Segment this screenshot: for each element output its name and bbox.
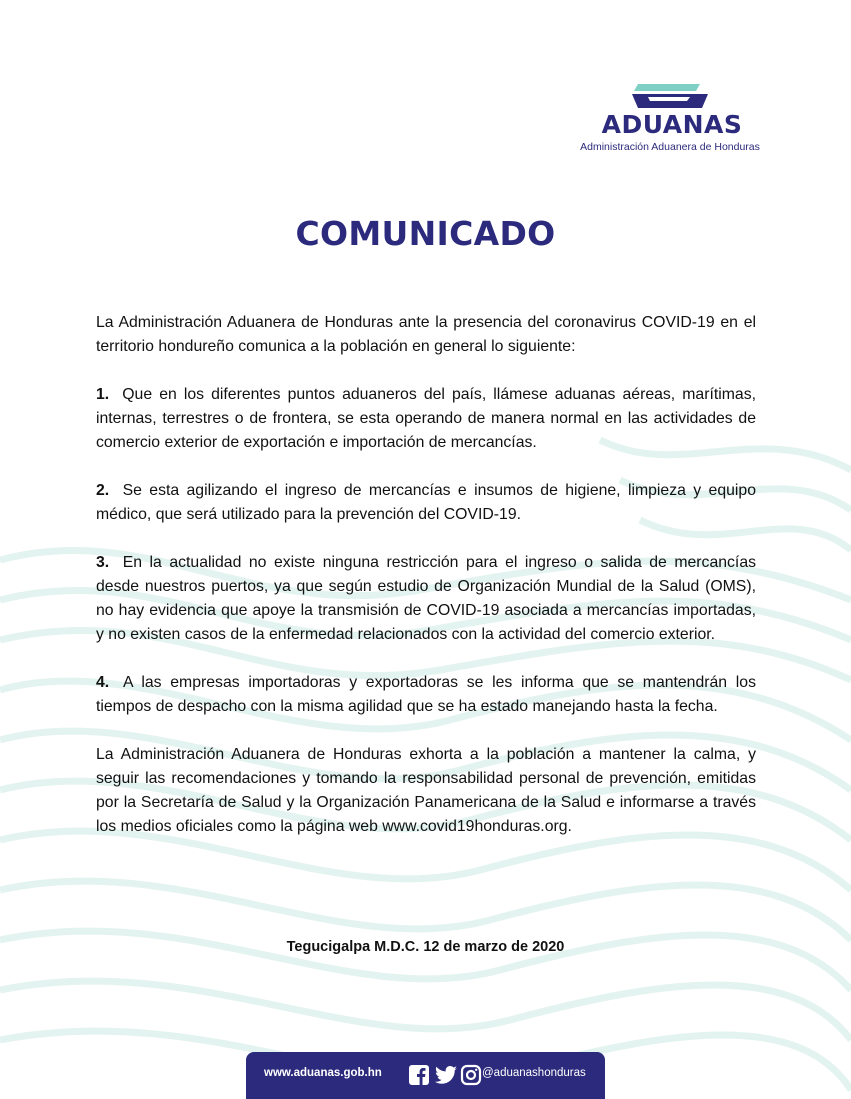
closing-paragraph: La Administración Aduanera de Honduras exhorta a la población a mantener la calma, y seguir las recomendaciones y tomando la responsabilidad personal de prevención, emitidas por la Secretaría de Salud y la Organización Panamericana de la Salud e informarse a través los medios oficiales como la página web www.covid19honduras.org. (96, 746, 756, 835)
page-title: COMUNICADO (295, 214, 556, 253)
item-text: Que en los diferentes puntos aduaneros del país, llámese aduanas aéreas, marítimas, internas, terrestres o de frontera, se esta operando de manera normal en las actividades de comercio exterior de exportación e importación de mercancías. (96, 386, 756, 451)
website-link[interactable]: www.aduanas.gob.hn (264, 1067, 382, 1079)
list-item (96, 479, 756, 527)
social-handle[interactable]: @aduanashonduras (482, 1067, 586, 1079)
communique-body (96, 311, 756, 863)
item-text: A las empresas importadoras y exportadoras se les informa que se mantendrán los tiempos de despacho con la misma agilidad que se ha estado manejando hasta la fecha. (96, 674, 756, 715)
instagram-icon[interactable] (460, 1064, 482, 1086)
item-text: Se esta agilizando el ingreso de mercancías e insumos de higiene, limpieza y equipo médico, que será utilizado para la prevención del COVID-19. (96, 482, 756, 523)
item-number: 3. (96, 554, 110, 571)
intro-paragraph: La Administración Aduanera de Honduras ante la presencia del coronavirus COVID-19 en el territorio hondureño comunica a la población en general lo siguiente: (96, 314, 756, 355)
logo-wordmark: ADUANAS (601, 110, 743, 139)
list-item (96, 383, 756, 455)
item-number: 4. (96, 674, 110, 691)
document-date: Tegucigalpa M.D.C. 12 de marzo de 2020 (286, 939, 565, 955)
social-icons (408, 1064, 482, 1086)
item-text: En la actualidad no existe ninguna restricción para el ingreso o salida de mercancías desde nuestros puertos, ya que según estudio de Organización Mundial de la Salud (OMS), no hay evidencia que apoye la transmisión de COVID-19 asociada a mercancías importadas, y no existen casos de la enfermedad relacionados con la actividad del comercio exterior. (96, 554, 757, 643)
facebook-icon[interactable] (408, 1064, 430, 1086)
twitter-icon[interactable] (434, 1064, 456, 1086)
list-item (96, 551, 756, 647)
aduanas-logo (570, 82, 770, 157)
footer-bar (246, 1052, 605, 1099)
ship-icon (630, 82, 712, 110)
list-item (96, 671, 756, 719)
item-number: 2. (96, 482, 110, 499)
item-number: 1. (96, 386, 110, 403)
logo-subtitle: Administración Aduanera de Honduras (580, 141, 760, 153)
